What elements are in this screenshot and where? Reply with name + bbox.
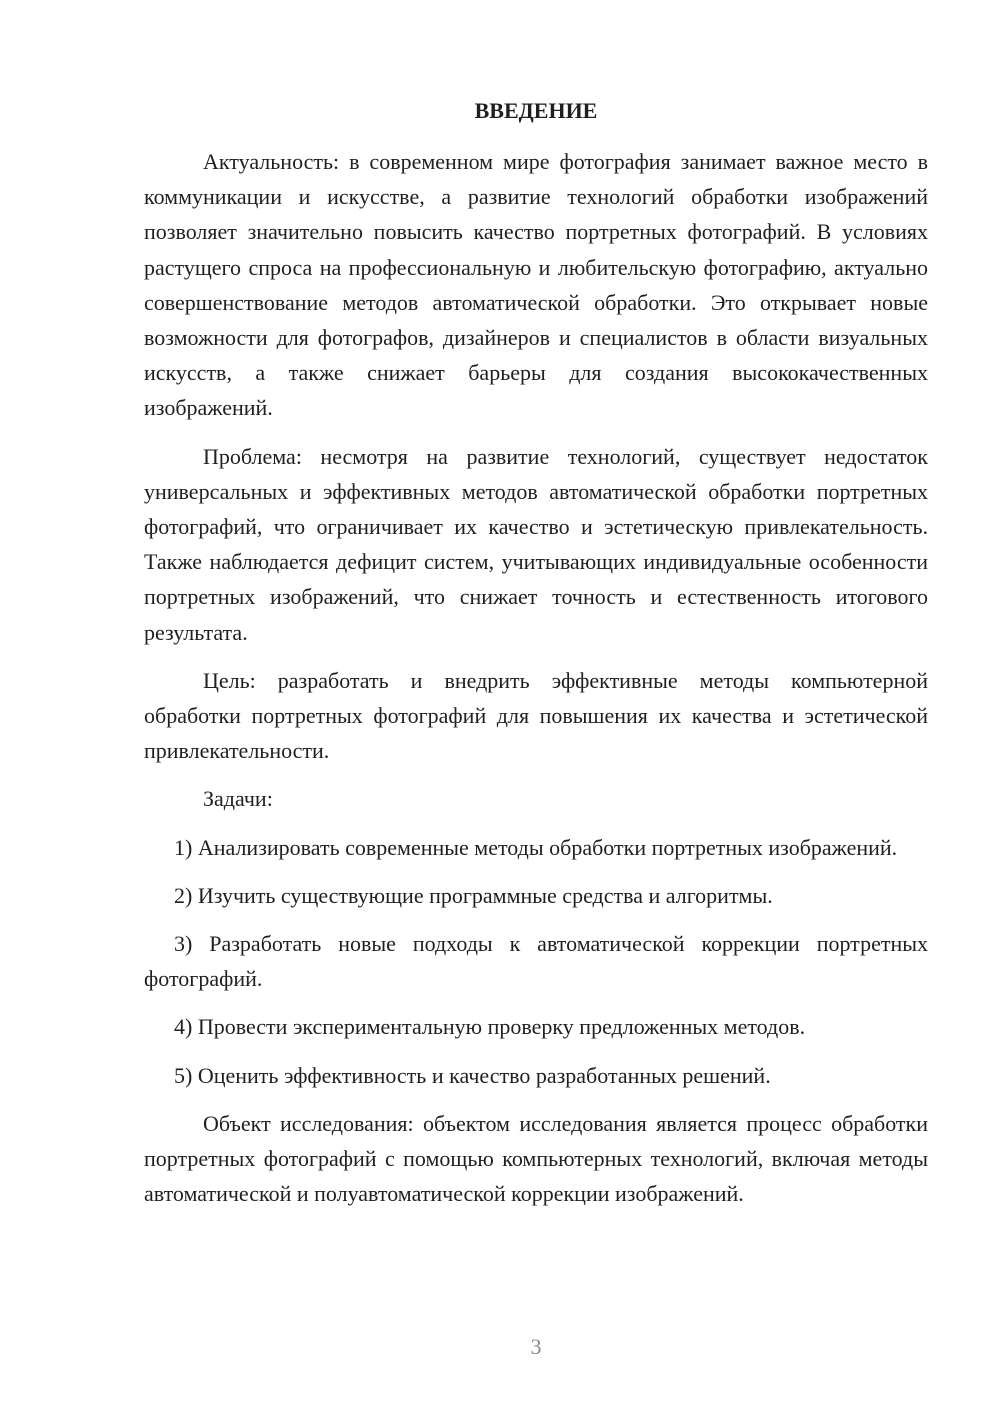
paragraph-goal: Цель: разработать и внедрить эффективные методы компьютерной обработки портретных фотографий для повышения их качества и эстетической привлекательности. [144, 667, 928, 764]
paragraph-object: Объект исследования: объектом исследования является процесс обработки портретных фотографий с помощью компьютерных технологий, включая методы автоматической и полуавтоматической коррекции изображений. [144, 1110, 928, 1207]
task-item-2: 2) Изучить существующие программные средства и алгоритмы. [174, 882, 773, 908]
task-item-3: 3) Разработать новые подходы к автоматической коррекции портретных фотографий. [144, 931, 928, 992]
page-number: 3 [530, 1334, 542, 1359]
paragraph-relevance: Актуальность: в современном мире фотография занимает важное место в коммуникации и искусстве, а развитие технологий обработки изображений позволяет значительно повысить качество портретных фотографий. В условиях растущего спроса на профессиональную и любительскую фотографию, актуально совершенствование методов автоматической обработки. Это открывает новые возможности для фотографов, дизайнеров и специалистов в области визуальных искусств, а также снижает барьеры для создания высококачественных изображений. [144, 149, 928, 421]
paragraph-problem: Проблема: несмотря на развитие технологий, существует недостаток универсальных и эффективных методов автоматической обработки портретных фотографий, что ограничивает их качество и эстетическую привлекательность. Также наблюдается дефицит систем, учитывающих индивидуальные особенности портретных изображений, что снижает точность и естественность итогового результата. [144, 443, 928, 645]
page-title: ВВЕДЕНИЕ [474, 98, 598, 123]
tasks-heading: Задачи: [203, 786, 273, 812]
task-item-4: 4) Провести экспериментальную проверку предложенных методов. [174, 1014, 806, 1040]
page-content [144, 96, 928, 1224]
task-item-5: 5) Оценить эффективность и качество разработанных решений. [174, 1062, 771, 1088]
task-item-1: 1) Анализировать современные методы обработки портретных изображений. [174, 834, 898, 860]
